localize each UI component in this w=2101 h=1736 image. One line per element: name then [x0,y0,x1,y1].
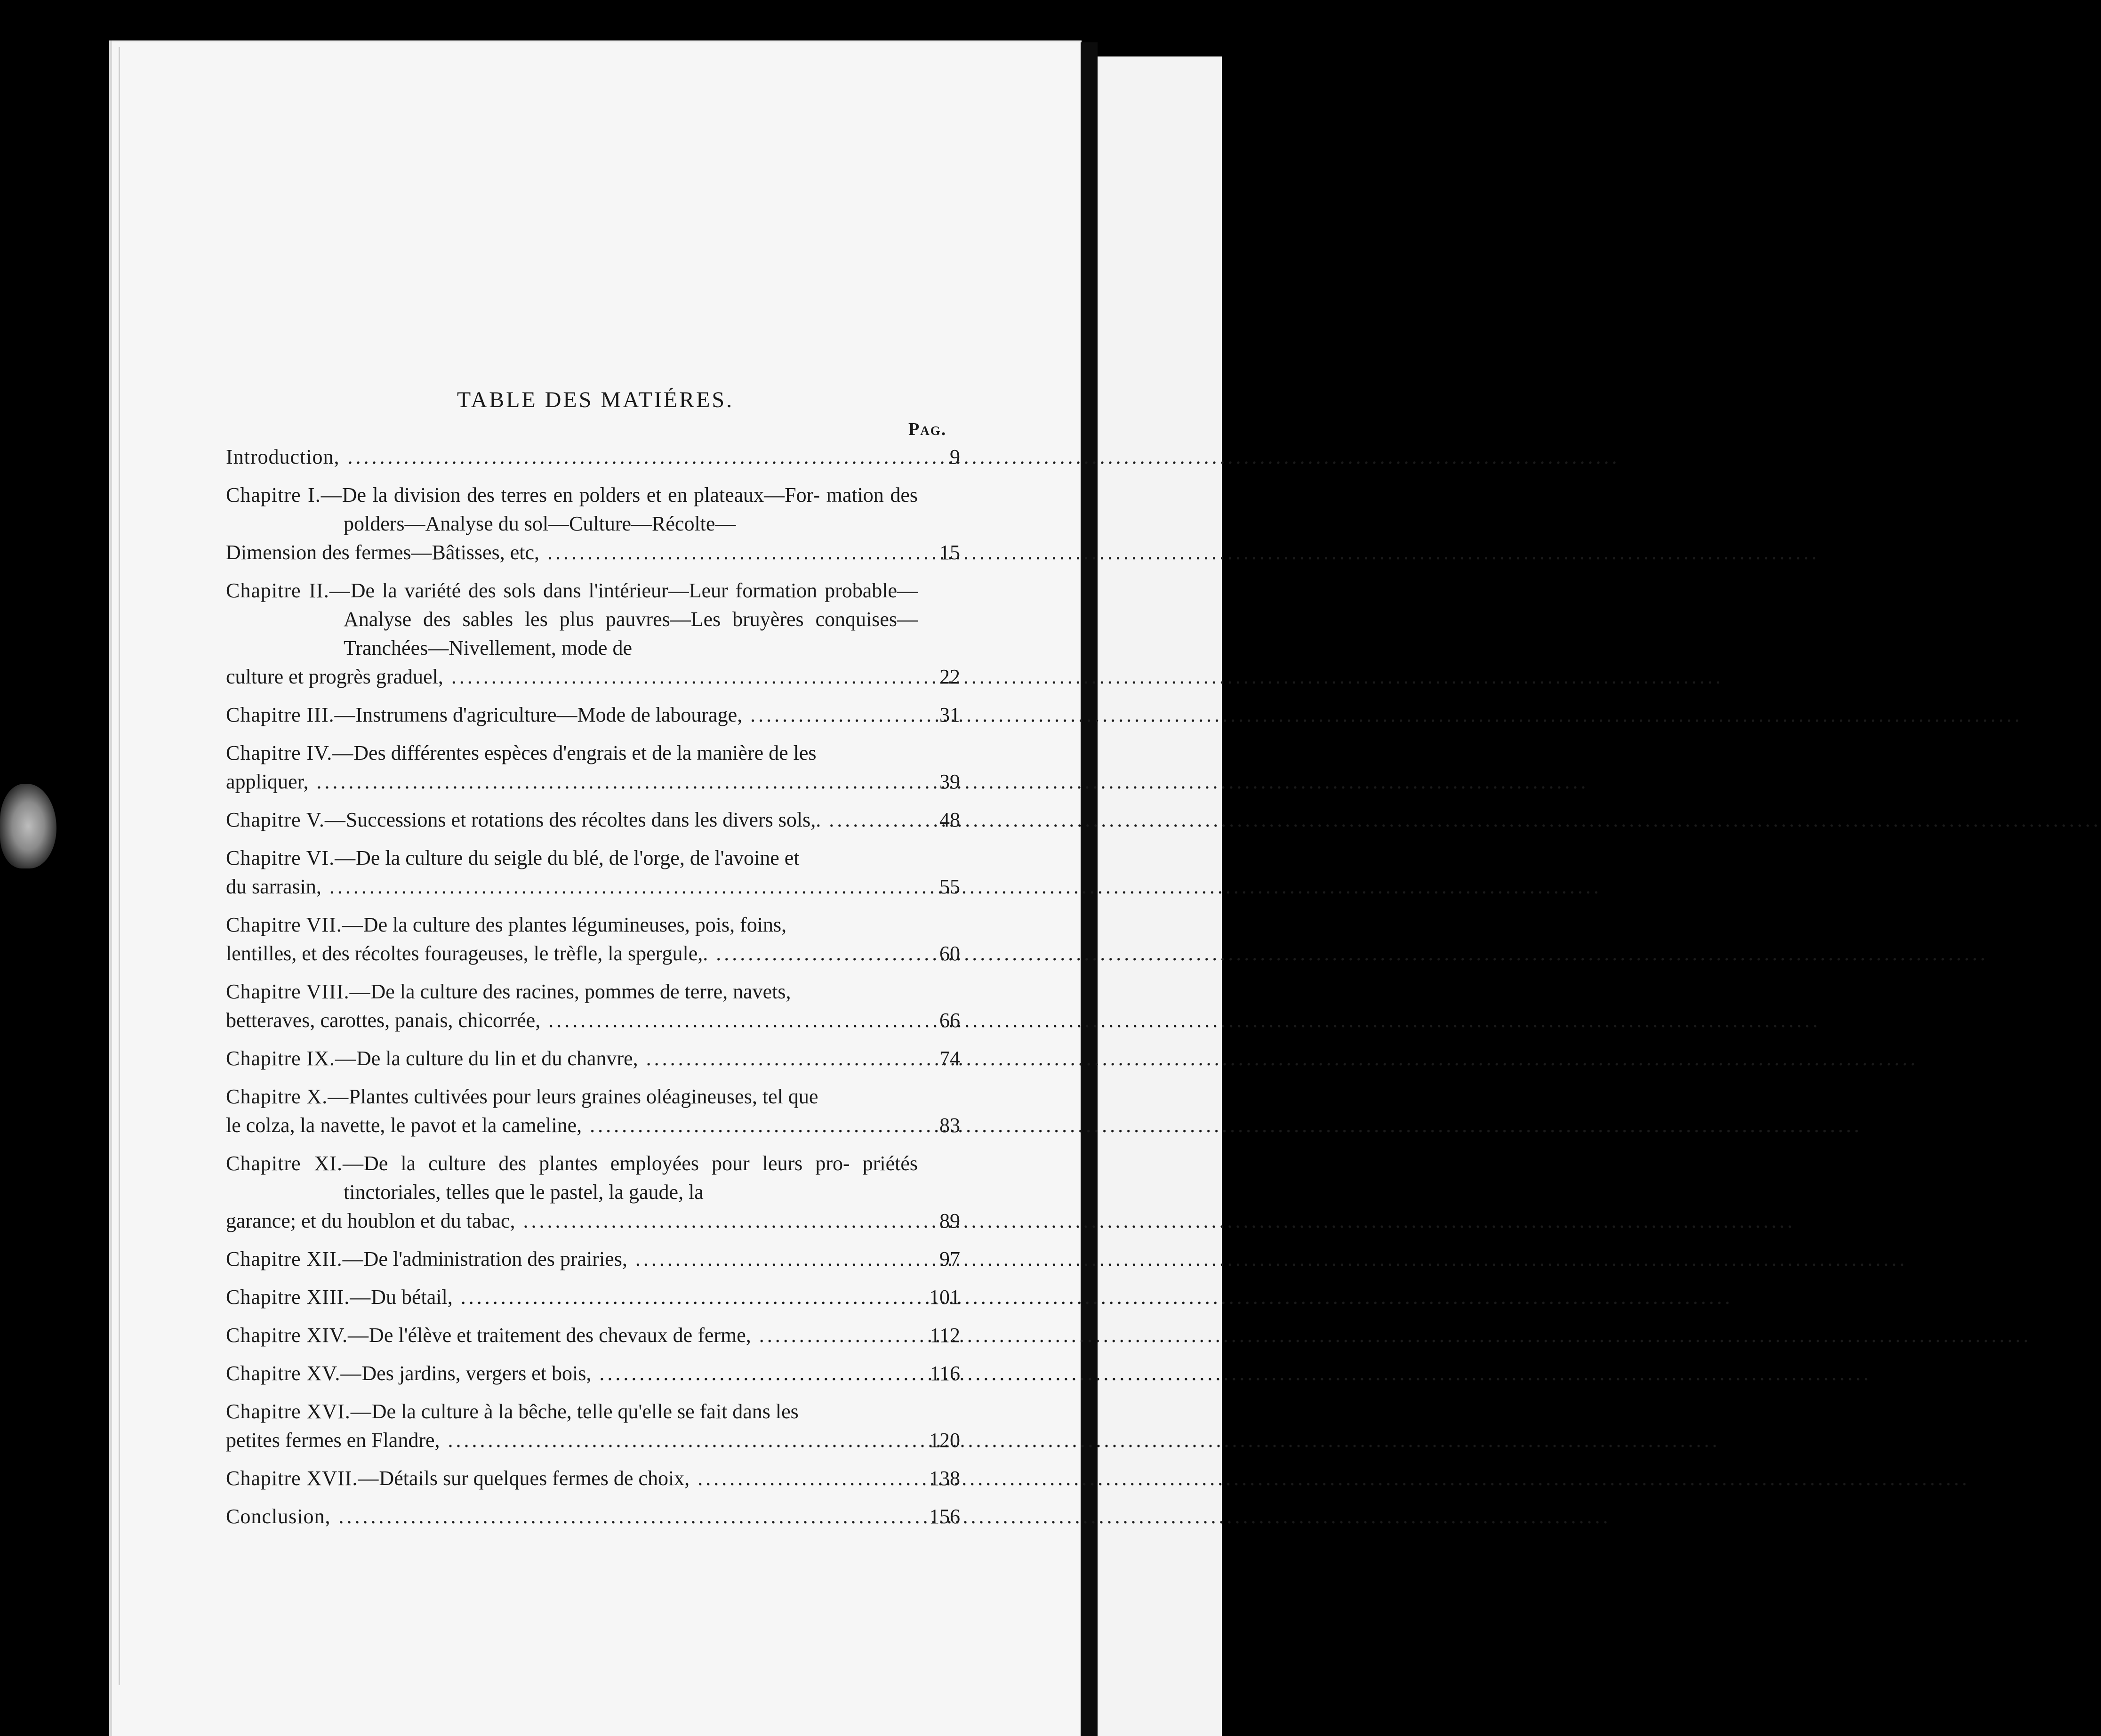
toc-page-number: 83 [939,1114,960,1137]
toc-entry-label: Chapitre III.— [226,703,356,726]
toc-entry-label: Chapitre II.— [226,579,351,602]
toc-entry-label: Conclusion, ..... [226,1505,1611,1528]
toc-entry-label: Chapitre I.— [226,483,342,506]
toc-entry-text [226,1149,960,1235]
toc-entry[interactable] [226,1321,960,1350]
toc-page-number: 66 [939,1009,960,1032]
toc-page-number: 97 [939,1247,960,1270]
toc-entry-line: Plantes cultivées pour leurs graines oléagineuses, tel que [349,1085,818,1108]
toc-entry-label: Chapitre VI.— [226,846,356,869]
toc-entry[interactable] [226,1502,960,1531]
toc-entry-text [226,1044,960,1073]
toc-page-number: 89 [939,1209,960,1232]
toc-entry[interactable] [226,739,960,796]
toc-entry-line: De la culture à la bêche, telle qu'elle se fait dans les [371,1400,799,1423]
toc-entry-label: Chapitre IV.— [226,741,354,764]
toc-entry-line: mation des polders—Analyse du sol—Culture—Récolte— [344,483,918,535]
toc-entry-line: De l'élève et traitement des chevaux de ferme, ..... [369,1324,2031,1347]
toc-entry-line: De la variété des sols dans l'intérieur—Leur formation [350,579,818,602]
toc-entry-line: De la culture des plantes employées pour leurs pro- [364,1152,850,1175]
toc-entry-text [226,1359,960,1388]
toc-page-number: 39 [939,770,960,793]
toc-entry-line: lentilles, et des récoltes fourageuses, le trèfle, la spergule,. ..... [344,939,918,968]
toc-entry-label: Chapitre VII.— [226,913,363,936]
toc-entry-label: Chapitre X.— [226,1085,349,1108]
toc-entry-line: priétés tinctoriales, telles que le pastel, la gaude, la [344,1152,918,1204]
toc-entry-text [226,910,960,968]
toc-page-number: 31 [939,703,960,726]
toc-entry[interactable] [226,977,960,1035]
toc-entry-text [226,481,960,567]
toc-entry-line: le colza, la navette, le pavot et la cameline, ..... [344,1111,918,1140]
toc-page-number: 101 [929,1286,960,1309]
toc-entry-line: Des différentes espèces d'engrais et de la manière de les [353,741,817,764]
toc-entry[interactable] [226,844,960,901]
toc-entry-label: Introduction, ..... [226,445,1620,468]
toc-page-number: 138 [929,1467,960,1490]
toc-entry-text [226,1283,960,1311]
toc-entry-line: Détails sur quelques fermes de choix, ..... [379,1467,1970,1490]
toc-entry-line: De la culture des plantes légumineuses, pois, foins, [363,913,787,936]
toc-entry-text [226,1464,960,1493]
toc-entry-text [226,1082,960,1140]
ink-blot [0,784,56,868]
toc-entry-line: De l'administration des prairies, ..... [364,1247,1908,1270]
toc-entry[interactable] [226,1283,960,1311]
toc-page-number: 74 [939,1047,960,1070]
toc-page-number: 9 [950,445,960,468]
toc-entry[interactable] [226,481,960,567]
toc-entry-label: Chapitre XII.— [226,1247,364,1270]
toc-entry-line: Dimension des fermes—Bâtisses, etc, ..... [344,538,918,567]
toc-entry-text [226,739,960,796]
page-column-label: Pag. [908,419,947,439]
page-edge [119,47,120,1685]
toc-entry-line: Successions et rotations des récoltes dans les divers sols,. ..... [346,808,2101,831]
toc-entry[interactable] [226,1149,960,1235]
toc-entry-text [226,977,960,1035]
toc-entry-text [226,805,960,834]
toc-entry-line: Du bétail, ..... [371,1286,1733,1309]
toc-entry-text [226,576,960,691]
toc-entry-text [226,844,960,901]
toc-entry-line: De la culture du lin et du chanvre, ..... [356,1047,1918,1070]
toc-entry-text [226,1502,960,1531]
toc-entry-text [226,700,960,729]
toc-entry-label: Chapitre XV.— [226,1362,362,1385]
toc-entry[interactable] [226,1044,960,1073]
toc-entry[interactable] [226,1245,960,1273]
toc-entry[interactable] [226,1082,960,1140]
toc-entry-label: Chapitre VIII.— [226,980,371,1003]
toc-entry-line: petites fermes en Flandre, ..... [344,1426,918,1455]
toc-entry-line: probable— Analyse des sables les plus pauvres—Les [344,579,918,631]
toc-entry-label: Chapitre XVII.— [226,1467,379,1490]
table-of-contents [226,442,960,1540]
toc-entry[interactable] [226,1464,960,1493]
toc-entry-line: culture et progrès graduel, ..... [344,662,918,691]
toc-page-number: 48 [939,808,960,831]
toc-entry-label: Chapitre XVI.— [226,1400,372,1423]
toc-entry-text [226,1321,960,1350]
toc-entry-label: Chapitre V.— [226,808,346,831]
toc-entry-line: appliquer, ..... [344,767,918,796]
toc-entry-line: du sarrasin, ..... [344,872,918,901]
page-title: TABLE DES MATIÉRES. [457,387,734,413]
toc-entry-text [226,1245,960,1273]
toc-entry-line: betteraves, carottes, panais, chicorrée, ..... [344,1006,918,1035]
toc-page-number: 116 [930,1362,960,1385]
toc-page-number: 15 [939,541,960,564]
toc-page-number: 120 [929,1429,960,1452]
toc-page-number: 55 [939,875,960,898]
toc-entry[interactable] [226,576,960,691]
toc-page-number: 60 [939,942,960,965]
toc-page-number: 112 [930,1324,960,1347]
toc-entry-label: Chapitre XIV.— [226,1324,369,1347]
toc-entry-line: bruyères conquises—Tranchées—Nivellement, mode de [344,608,918,659]
toc-entry-line: De la culture des racines, pommes de terre, navets, [370,980,791,1003]
toc-entry[interactable] [226,805,960,834]
toc-entry-line: garance; et du houblon et du tabac, ..... [344,1206,918,1235]
toc-entry-text [226,442,960,471]
toc-page-number: 22 [939,665,960,688]
toc-entry-text [226,1397,960,1455]
toc-entry-line: De la culture du seigle du blé, de l'orge, de l'avoine et [356,846,800,869]
toc-entry-label: Chapitre XI.— [226,1152,364,1175]
toc-entry[interactable] [226,700,960,729]
toc-entry-label: Chapitre IX.— [226,1047,356,1070]
toc-entry[interactable] [226,1397,960,1455]
toc-entry[interactable] [226,910,960,968]
toc-entry-line: De la division des terres en polders et en plateaux—For- [342,483,820,506]
toc-page-number: 156 [929,1505,960,1528]
toc-entry-line: Des jardins, vergers et bois, ..... [361,1362,1871,1385]
toc-entry-line: Instrumens d'agriculture—Mode de labourage, ..... [355,703,2022,726]
toc-entry-label: Chapitre XIII.— [226,1286,371,1309]
toc-entry[interactable] [226,1359,960,1388]
toc-entry[interactable] [226,442,960,471]
